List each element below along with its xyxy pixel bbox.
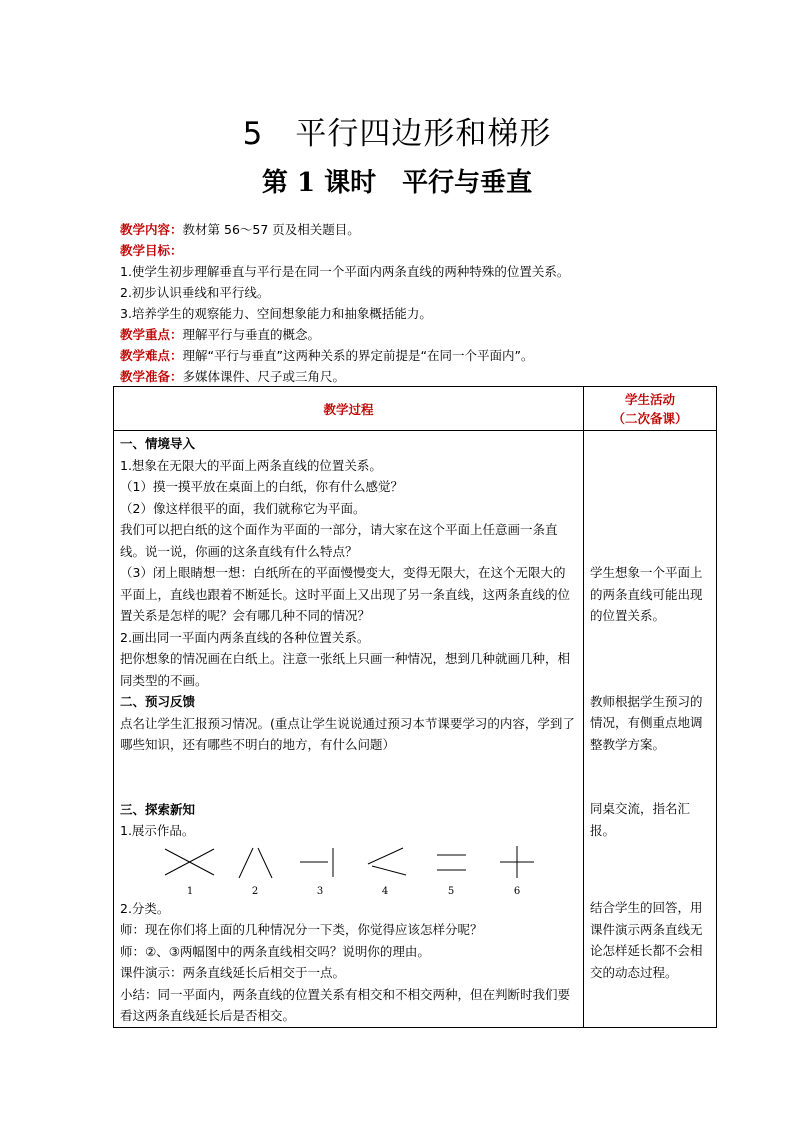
- figure-2-open-angle: [239, 848, 272, 878]
- blank-space: [590, 433, 712, 562]
- content-text: 教材第 56～57 页及相关题目。: [182, 222, 360, 237]
- figure-6-perpendicular: [500, 846, 534, 878]
- figure-label: 1: [186, 885, 194, 897]
- paragraph: 师：现在你们将上面的几种情况分一下类，你觉得应该怎样分呢？: [120, 922, 483, 937]
- paragraph: 点名让学生汇报预习情况。(重点让学生说说通过预习本节课要学习的内容，学到了哪些知识，还有哪些不明白的地方，有什么问题）: [120, 715, 575, 752]
- prep-text: 多媒体课件、尺子或三角尺。: [182, 369, 346, 384]
- goals-label-line: [120, 240, 720, 261]
- goals-label: 教学目标：: [120, 243, 183, 258]
- key-text: 理解平行与垂直的概念。: [182, 327, 321, 342]
- content-label: 教学内容：: [120, 222, 183, 237]
- paragraph: 1.展示作品。: [120, 823, 195, 838]
- activity-note: 学生想象一个平面上的两条直线可能出现的位置关系。: [590, 565, 703, 623]
- paragraph: 2.画出同一平面内两条直线的各种位置关系。: [120, 629, 370, 645]
- header-process: 教学过程: [114, 387, 584, 431]
- difficulty-label: 教学难点：: [120, 348, 183, 363]
- goal-item: 1.使学生初步理解垂直与平行是在同一个平面内两条直线的两种特殊的位置关系。: [120, 264, 570, 279]
- header-activity-title: 学生活动: [624, 391, 675, 407]
- prep-line: [120, 366, 720, 387]
- section-heading: 三、探索新知: [120, 801, 196, 817]
- paragraph: 把你想象的情况画在白纸上。注意一张纸上只画一种情况，想到几种就画几种，相同类型的不画。: [120, 651, 571, 688]
- blank-space: [120, 756, 577, 799]
- figure-4-angle: [368, 848, 406, 875]
- paragraph: 小结：同一平面内，两条直线的位置关系有相交和不相交两种，但在判断时我们要看这两条直线延长后是否相交。: [120, 986, 571, 1023]
- figure-3-t-shape: [300, 848, 333, 877]
- header-second-prep: （二次备课）: [612, 410, 688, 426]
- paragraph: 1.想象在无限大的平面上两条直线的位置关系。: [120, 457, 382, 473]
- paragraph: 课件演示：两条直线延长后相交于一点。: [120, 965, 346, 980]
- difficulty-line: [120, 345, 720, 366]
- goal-item: 3.培养学生的观察能力、空间想象能力和抽象概括能力。: [120, 306, 432, 321]
- figure-label: 2: [251, 885, 259, 897]
- line-figures-svg: [120, 842, 576, 898]
- key-label: 教学重点：: [120, 327, 183, 342]
- section-heading: 一、情境导入: [120, 436, 196, 451]
- goal-item: 2.初步认识垂线和平行线。: [120, 285, 270, 300]
- paragraph: 2.分类。: [120, 900, 170, 916]
- process-cell: [114, 431, 584, 1028]
- blank-space: [590, 841, 712, 897]
- figure-label: 3: [316, 885, 324, 897]
- line-figures: [120, 842, 577, 898]
- blank-space: [590, 627, 712, 691]
- header-student-activity: [584, 387, 717, 431]
- chapter-title: 5 平行四边形和梯形: [242, 116, 552, 152]
- figure-label: 4: [381, 885, 389, 897]
- figure-label: 6: [513, 885, 521, 897]
- student-activity-cell: [584, 431, 717, 1028]
- content-line: [120, 219, 720, 240]
- lesson-table: [113, 386, 717, 1028]
- section-heading: 二、预习反馈: [120, 694, 196, 709]
- paragraph: （1）摸一摸平放在桌面上的白纸，你有什么感觉？: [120, 479, 403, 494]
- paragraph: （3）闭上眼睛想一想：白纸所在的平面慢慢变大，变得无限大，在这个无限大的平面上，直线也跟着不断延长。这时平面上又出现了另一条直线，这两条直线的位置关系是怎样的呢？会有哪几种不同的情况？: [120, 565, 571, 623]
- figure-5-parallel: [437, 855, 466, 870]
- paragraph: （2）像这样很平的面，我们就称它为平面。: [120, 500, 366, 516]
- activity-note: 结合学生的回答，用课件演示两条直线无论怎样延长都不会相交的动态过程。: [590, 900, 703, 980]
- table-header-row: [114, 387, 717, 431]
- paragraph: 我们可以把白纸的这个面作为平面的一部分，请大家在这个平面上任意画一条直线。说一说，你画的这条直线有什么特点？: [120, 522, 558, 559]
- figure-label: 5: [447, 885, 455, 897]
- paragraph: 师：②、③两幅图中的两条直线相交吗？说明你的理由。: [120, 943, 430, 959]
- table-content-row: [114, 431, 717, 1028]
- blank-space: [590, 755, 712, 798]
- activity-note: 教师根据学生预习的情况，有侧重点地调整教学方案。: [590, 693, 703, 752]
- key-line: [120, 324, 720, 345]
- lesson-info: [120, 219, 720, 387]
- figure-1-crossing: [165, 849, 214, 875]
- activity-note: 同桌交流，指名汇报。: [590, 801, 691, 838]
- difficulty-text: 理解“平行与垂直”这两种关系的界定前提是“在同一个平面内”。: [182, 348, 534, 363]
- lesson-title: 第 1 课时 平行与垂直: [261, 168, 533, 198]
- prep-label: 教学准备：: [120, 369, 183, 384]
